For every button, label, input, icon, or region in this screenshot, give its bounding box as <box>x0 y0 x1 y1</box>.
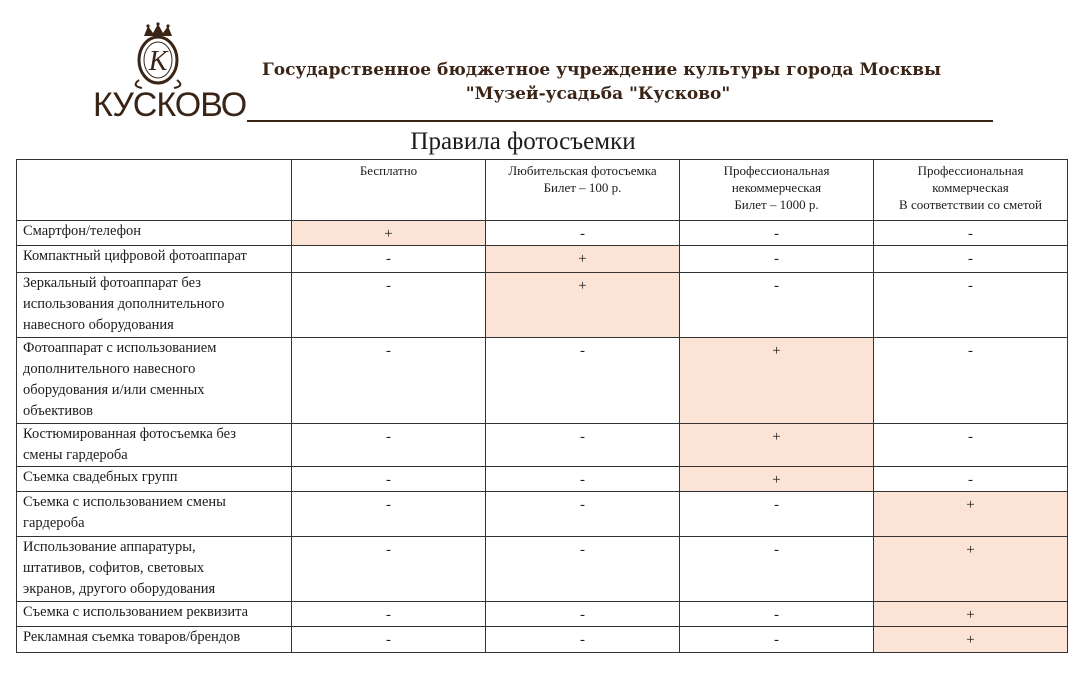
crown-icon <box>144 22 172 36</box>
rule-cell: - <box>486 627 680 653</box>
table-header-row <box>17 160 1068 221</box>
rule-cell: - <box>680 246 874 273</box>
rule-cell: + <box>874 492 1068 537</box>
table-row <box>17 492 1068 537</box>
column-header-line: Билет – 1000 р. <box>734 197 819 212</box>
rule-cell: - <box>874 467 1068 492</box>
row-label-line: штативов, софитов, световых <box>23 560 205 576</box>
row-label: Съемка с использованием реквизита <box>17 602 292 627</box>
rule-cell: + <box>292 221 486 246</box>
rule-cell: - <box>486 467 680 492</box>
row-label: Рекламная съемка товаров/брендов <box>17 627 292 653</box>
row-label-line: гардероба <box>23 515 85 531</box>
rule-cell: - <box>680 627 874 653</box>
row-label: Смартфон/телефон <box>17 221 292 246</box>
row-label-line: Использование аппаратуры, <box>23 539 196 555</box>
table-row <box>17 627 1068 653</box>
rule-cell: - <box>292 602 486 627</box>
column-header <box>680 160 874 221</box>
row-label-line: экранов, другого оборудования <box>23 581 216 597</box>
row-label-line: Съемка с использованием смены <box>23 494 226 510</box>
table-row <box>17 338 1068 424</box>
row-label: Компактный цифровой фотоаппарат <box>17 246 292 273</box>
table-row <box>17 537 1068 602</box>
row-label-line: объективов <box>23 403 93 419</box>
rule-cell: - <box>292 627 486 653</box>
rule-cell: + <box>486 246 680 273</box>
row-label <box>17 492 292 537</box>
rule-cell: - <box>874 424 1068 467</box>
column-header-line: Профессиональная <box>917 163 1024 178</box>
rule-cell: - <box>486 221 680 246</box>
rule-cell: + <box>486 273 680 338</box>
rule-cell: - <box>874 221 1068 246</box>
rule-cell: + <box>874 602 1068 627</box>
rule-cell: - <box>680 273 874 338</box>
column-header <box>486 160 680 221</box>
rule-cell: - <box>486 492 680 537</box>
rule-cell: - <box>874 273 1068 338</box>
column-header <box>874 160 1068 221</box>
row-label <box>17 338 292 424</box>
column-header-line: коммерческая <box>932 180 1009 195</box>
header-rule <box>247 120 993 122</box>
institution-line-1: Государственное бюджетное учреждение культуры города Москвы <box>262 60 942 80</box>
row-label <box>17 424 292 467</box>
row-label-line: Зеркальный фотоаппарат без <box>23 275 201 291</box>
header-empty-cell <box>17 160 292 221</box>
rule-cell: - <box>874 338 1068 424</box>
table-row <box>17 467 1068 492</box>
rule-cell: - <box>292 537 486 602</box>
rule-cell: - <box>486 602 680 627</box>
table-row <box>17 424 1068 467</box>
rule-cell: - <box>292 492 486 537</box>
rule-cell: - <box>486 424 680 467</box>
rule-cell: - <box>486 537 680 602</box>
rule-cell: - <box>292 467 486 492</box>
rule-cell: + <box>874 627 1068 653</box>
photo-rules-table <box>16 159 1068 653</box>
row-label-line: Фотоаппарат с использованием <box>23 340 217 356</box>
row-label-line: использования дополнительного <box>23 296 225 312</box>
rule-cell: - <box>680 602 874 627</box>
table-row <box>17 273 1068 338</box>
rule-cell: - <box>292 246 486 273</box>
logo-wordmark: КУСКОВО <box>93 86 247 124</box>
row-label-line: оборудования и/или сменных <box>23 382 205 398</box>
row-label-line: Костюмированная фотосъемка без <box>23 426 236 442</box>
row-label-line: навесного оборудования <box>23 317 174 333</box>
table-row <box>17 602 1068 627</box>
rule-cell: + <box>680 338 874 424</box>
row-label-line: смены гардероба <box>23 447 128 463</box>
rule-cell: - <box>486 338 680 424</box>
rule-cell: - <box>292 338 486 424</box>
row-label: Съемка свадебных групп <box>17 467 292 492</box>
column-header <box>292 160 486 221</box>
column-header-line: некоммерческая <box>731 180 822 195</box>
column-header-line: Билет – 100 р. <box>543 180 622 195</box>
row-label-line: дополнительного навесного <box>23 361 196 377</box>
rule-cell: + <box>680 467 874 492</box>
rule-cell: - <box>292 273 486 338</box>
rule-cell: + <box>874 537 1068 602</box>
row-label <box>17 537 292 602</box>
column-header-line: Бесплатно <box>359 163 418 178</box>
institution-line-2: "Музей-усадьба "Кусково" <box>465 84 731 104</box>
rule-cell: - <box>874 246 1068 273</box>
rule-cell: - <box>680 221 874 246</box>
rule-cell: - <box>680 492 874 537</box>
table-row <box>17 246 1068 273</box>
table-row <box>17 221 1068 246</box>
rule-cell: - <box>292 424 486 467</box>
rule-cell: + <box>680 424 874 467</box>
monogram-letter: К <box>148 46 168 77</box>
page-title: Правила фотосъемки <box>410 128 636 155</box>
column-header-line: В соответствии со сметой <box>899 197 1042 212</box>
column-header-line: Любительская фотосъемка <box>508 163 657 178</box>
column-header-line: Профессиональная <box>723 163 830 178</box>
row-label <box>17 273 292 338</box>
institution-name <box>262 58 942 106</box>
rule-cell: - <box>680 537 874 602</box>
